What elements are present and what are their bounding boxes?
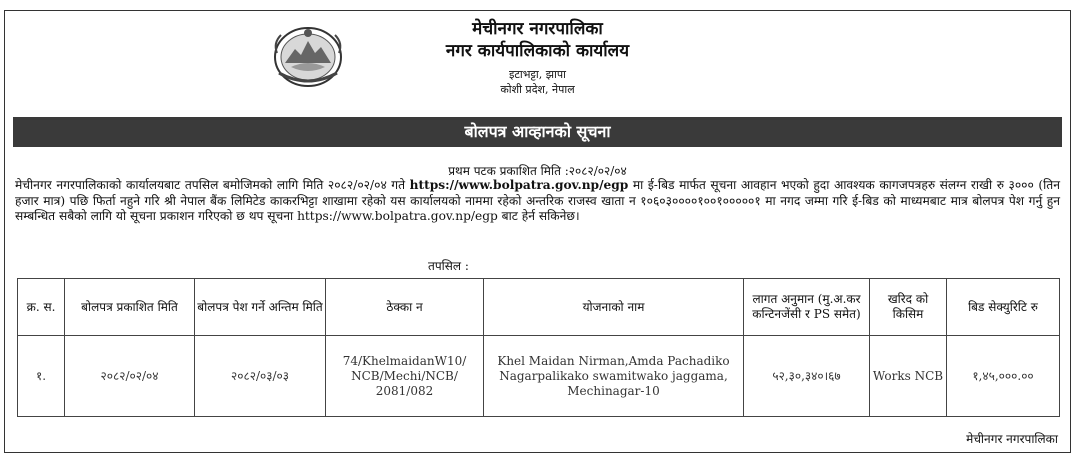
cell-cost-estimate: ५२,३०,३४०।६७ [744, 336, 870, 417]
col-header-procurement-type: खरिद को किसिम [870, 279, 947, 336]
signature-line: मेचीनगर नगरपालिका [966, 432, 1058, 446]
notice-frame [4, 10, 1071, 453]
address-line-1: इटाभट्टा, झापा [508, 67, 566, 81]
notice-title-banner: बोलपत्र आव्हानको सूचना [13, 117, 1062, 147]
cell-published-date: २०८२/०२/०४ [65, 336, 195, 417]
cell-project-name: Khel Maidan Nirman,Amda Pachadiko Nagarpalikako swamitwako jaggama, Mechinagar-10 [484, 336, 744, 417]
col-header-sn: क्र. स. [18, 279, 65, 336]
cell-procurement-type: Works NCB [870, 336, 947, 417]
address-line-2: कोशी प्रदेश, नेपाल [500, 82, 575, 96]
published-date: प्रथम पटक प्रकाशित मिति :२०८२/०२/०४ [448, 164, 627, 178]
notice-body [15, 178, 1060, 225]
col-header-deadline: बोलपत्र पेश गर्ने अन्तिम मिति [195, 279, 326, 336]
col-header-bid-security: बिड सेक्युरिटि रु [947, 279, 1060, 336]
office-name: नगर कार्यपालिकाको कार्यालय [445, 41, 630, 62]
col-header-contract-no: ठेक्का न [326, 279, 484, 336]
table-header-row [18, 279, 1060, 336]
col-header-published-date: बोलपत्र प्रकाशित मिति [65, 279, 195, 336]
cell-contract-no: 74/KhelmaidanW10/ NCB/Mechi/NCB/ 2081/082 [326, 336, 484, 417]
col-header-cost-estimate: लागत अनुमान (मु.अ.कर कन्टिनजेंसी र PS समेत) [744, 279, 870, 336]
body-text-part-1: मेचीनगर नगरपालिकाको कार्यालयबाट तपसिल बमोजिमको लागि मिति २०८२/०२/०४ गते [15, 178, 410, 192]
bolpatra-link[interactable]: https://www.bolpatra.gov.np/egp [409, 178, 629, 192]
table-row [18, 336, 1060, 417]
body-text-part-2: मा ई-बिड मार्फत सूचना आवहान भएको हुदा आवश्यक कागजपत्रहरु संलग्न राखी रु ३००० (तिन हजार मात्र) पछि फिर्ता नहुने गरि श्री नेपाल बैंक लिमिटेड काकरभिट्टा शाखामा रहेको यस कार्यालयको नाममा रहेको अन्तरिक राजस्व खाता न १०६०३००००१००१०००००१ मा नगद जम्मा गरि ई-बिड को माध्यमबाट मात्र बोलपत्र पेश गर्नु हुन सम्बन्धित सबैको लागि यो सूचना प्रकाशन गरिएको छ थप सूचना https://www.bolpatra.gov.np/egp बाट हेर्न सकिनेछ। [15, 178, 1061, 223]
notice-header [5, 11, 1070, 115]
org-name: मेचीनगर नगरपालिका [472, 19, 603, 39]
cell-sn: १. [18, 336, 65, 417]
details-label: तपसिल : [428, 259, 469, 273]
tender-table [17, 278, 1060, 417]
cell-deadline: २०८२/०३/०३ [195, 336, 326, 417]
col-header-project-name: योजनाको नाम [484, 279, 744, 336]
cell-bid-security: १,४५,०००.०० [947, 336, 1060, 417]
